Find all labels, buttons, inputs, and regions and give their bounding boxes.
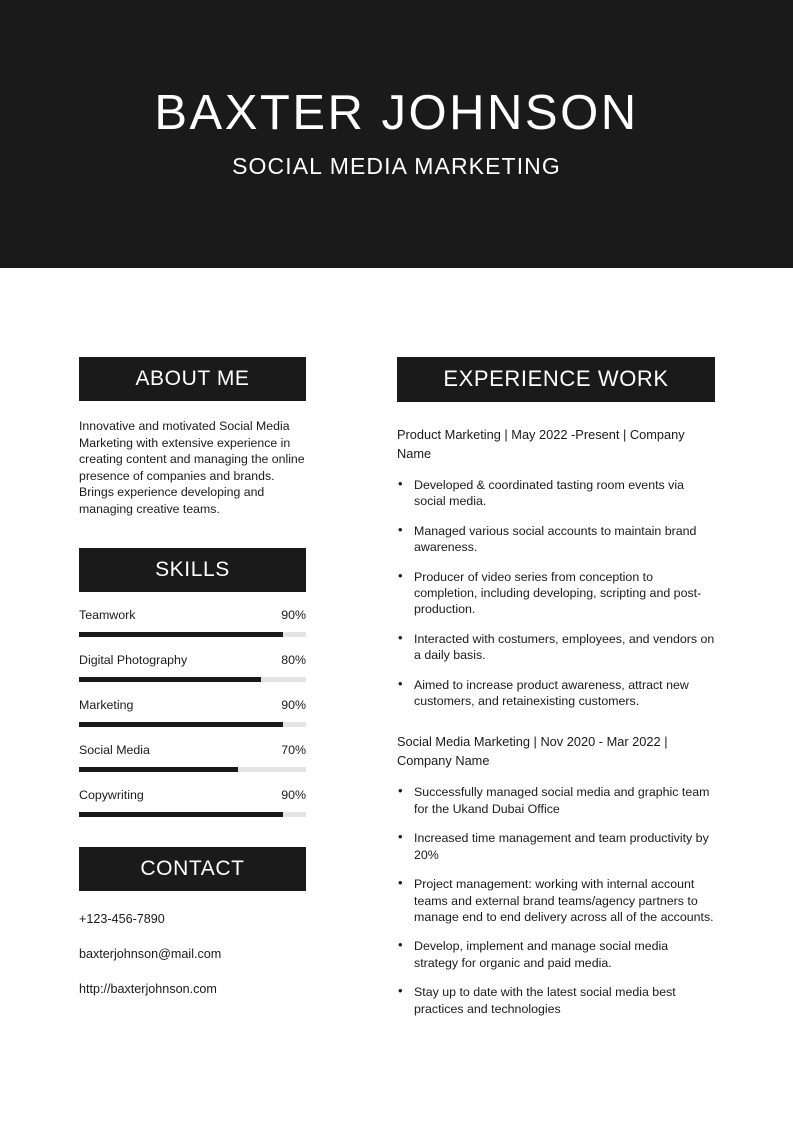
skill-label: Marketing xyxy=(79,697,134,712)
skill-row xyxy=(79,698,306,712)
skill-progress-fill xyxy=(79,677,261,682)
skill-label: Copywriting xyxy=(79,787,144,802)
skill-value: 70% xyxy=(281,742,306,757)
skill-progress-track xyxy=(79,812,306,817)
skill-row xyxy=(79,608,306,622)
experience-bullets xyxy=(397,784,715,1016)
skill-value: 90% xyxy=(281,607,306,622)
experience-bullet: • Aimed to increase product awareness, attract new customers, and retainexisting customers. xyxy=(397,677,715,710)
skill-item xyxy=(79,653,306,682)
resume-header xyxy=(0,0,793,268)
skill-label: Teamwork xyxy=(79,607,136,622)
skill-row xyxy=(79,788,306,802)
experience-bullet: • Stay up to date with the latest social media best practices and technologies xyxy=(397,984,715,1017)
experience-entry xyxy=(397,732,715,1016)
experience-heading: Product Marketing | May 2022 -Present | Company Name xyxy=(397,427,685,461)
skills-section-title: SKILLS xyxy=(79,548,306,592)
contact-phone: +123-456-7890 xyxy=(79,911,165,926)
experience-entry xyxy=(397,425,715,709)
experience-bullet: • Managed various social accounts to maintain brand awareness. xyxy=(397,523,715,556)
experience-bullet: • Producer of video series from conception to completion, including developing, scripting and post-production. xyxy=(397,569,715,618)
skill-label: Digital Photography xyxy=(79,652,188,667)
skill-item xyxy=(79,788,306,817)
skill-item xyxy=(79,743,306,772)
skill-progress-fill xyxy=(79,632,283,637)
skill-progress-fill xyxy=(79,812,283,817)
experience-bullet: • Successfully managed social media and graphic team for the Ukand Dubai Office xyxy=(397,784,715,817)
skill-label: Social Media xyxy=(79,742,150,757)
candidate-name: BAXTER JOHNSON xyxy=(154,85,639,140)
experience-bullet: • Increased time management and team productivity by 20% xyxy=(397,830,715,863)
contact-website[interactable]: http://baxterjohnson.com xyxy=(79,981,217,996)
experience-bullets xyxy=(397,477,715,709)
about-section-title: ABOUT ME xyxy=(79,357,306,401)
experience-heading: Social Media Marketing | Nov 2020 - Mar 2022 | Company Name xyxy=(397,734,668,769)
skill-progress-fill xyxy=(79,722,283,727)
about-text: Innovative and motivated Social Media Marketing with extensive experience in creating content and managing the online presence of companies and brands. Brings experience developing and managing creative teams. xyxy=(79,419,305,516)
contact-email: baxterjohnson@mail.com xyxy=(79,946,222,961)
contact-section-title: CONTACT xyxy=(79,847,306,891)
skill-progress-track xyxy=(79,722,306,727)
skill-value: 90% xyxy=(281,787,306,802)
resume-body xyxy=(0,268,793,1122)
skill-progress-fill xyxy=(79,767,238,772)
skill-progress-track xyxy=(79,767,306,772)
skill-row xyxy=(79,653,306,667)
skill-progress-track xyxy=(79,632,306,637)
left-column xyxy=(79,357,306,996)
skill-progress-track xyxy=(79,677,306,682)
skills-section xyxy=(79,548,306,817)
experience-bullet: • Develop, implement and manage social media strategy for organic and paid media. xyxy=(397,938,715,971)
skill-item xyxy=(79,698,306,727)
skill-item xyxy=(79,608,306,637)
skill-row xyxy=(79,743,306,757)
candidate-role: SOCIAL MEDIA MARKETING xyxy=(232,153,561,180)
skill-value: 80% xyxy=(281,652,306,667)
experience-bullet: • Project management: working with internal account teams and external brand teams/agency partners to manage end to end delivery across all of the accounts. xyxy=(397,876,715,925)
experience-bullet: • Interacted with costumers, employees, and vendors on a daily basis. xyxy=(397,631,715,664)
experience-section-title: EXPERIENCE WORK xyxy=(397,357,715,402)
contact-section xyxy=(79,847,306,996)
right-column xyxy=(397,357,715,1030)
skill-value: 90% xyxy=(281,697,306,712)
experience-bullet: • Developed & coordinated tasting room events via social media. xyxy=(397,477,715,510)
